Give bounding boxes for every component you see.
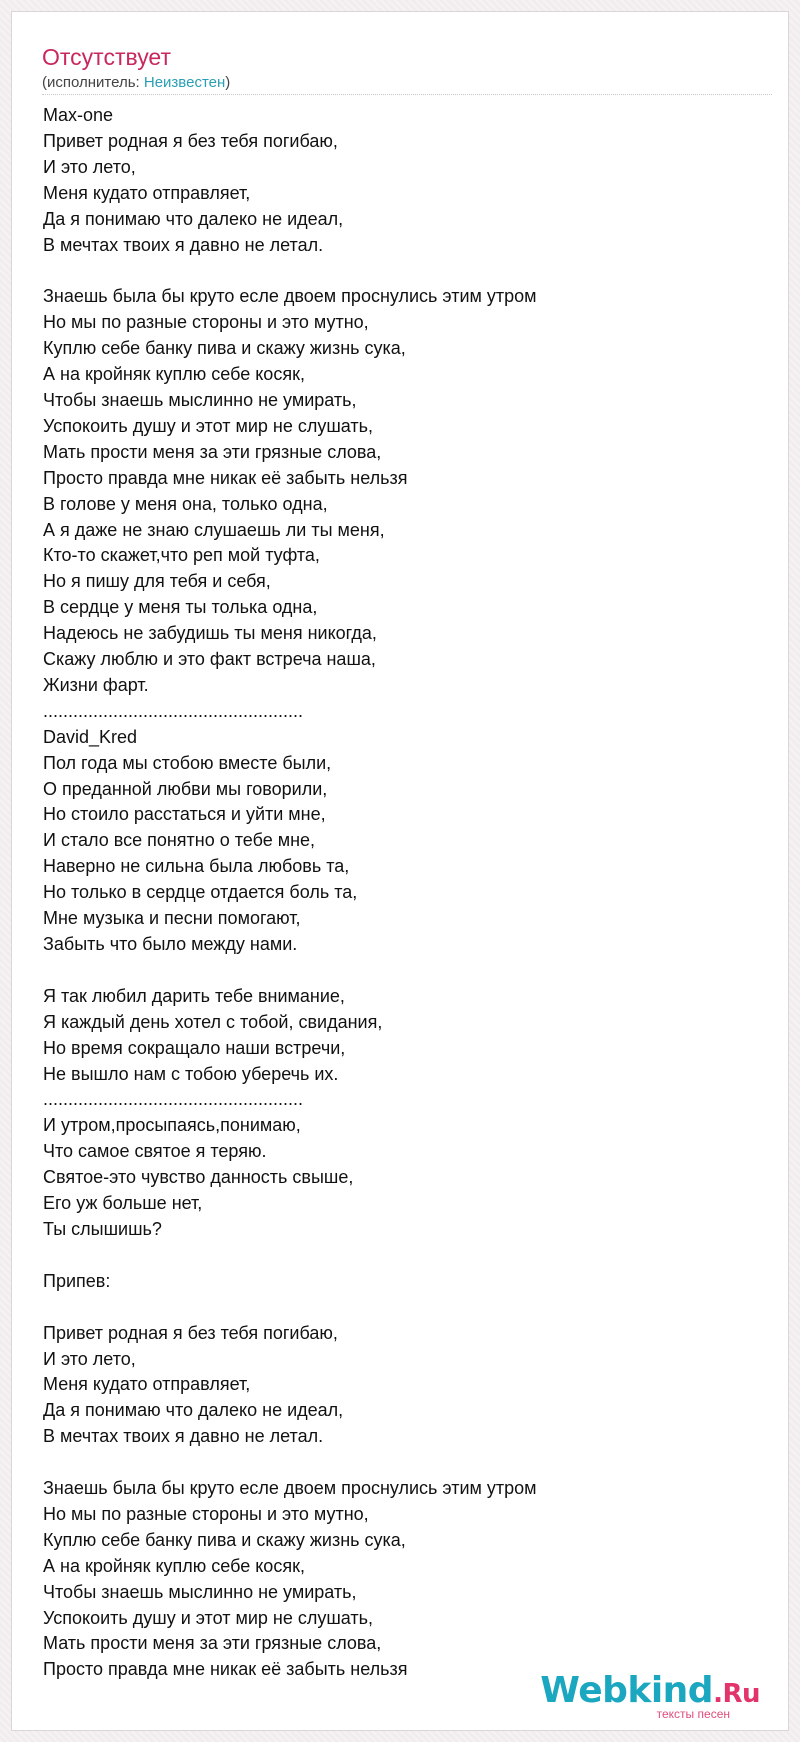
logo-name: Webkind — [540, 1670, 714, 1711]
performer-link[interactable]: Неизвестен — [143, 74, 226, 91]
title-divider — [42, 94, 772, 95]
site-logo[interactable] — [540, 1672, 760, 1720]
performer-close: ) — [225, 74, 231, 91]
lyrics-card — [11, 11, 789, 1731]
song-title: Отсутствует — [42, 44, 171, 70]
logo-suffix: .Ru — [713, 1679, 760, 1709]
logo-tagline: тексты песен — [656, 1707, 730, 1721]
lyrics-text: Max-one Привет родная я без тебя погибаю, И это лето, Меня кудато отправляет, Да я понимаю что далеко не идеал, В мечтах твоих я давно не летал. Знаешь была бы круто есле двоем проснулись этим утром Но мы по разные стороны и это мутно, Куплю себе банку пива и скажу жизнь сука, А на кройняк куплю себе косяк, Чтобы знаешь мыслинно не умирать, Успокоить душу и этот мир не слушать, Мать прости меня за эти грязные слова, Просто правда мне никак её забыть нельзя В голове у меня она, только одна, А я даже не знаю слушаешь ли ты меня, Кто-то скажет,что реп мой туфта, Но я пишу для тебя и себя, В сердце у меня ты толька одна, Надеюсь не забудишь ты меня никогда, Скажу люблю и это факт встреча наша, Жизни фарт. .................................................... David_Kred Пол года мы стобою вместе были, О преданной любви мы говорили, Но стоило расстаться и уйти мне, И стало все понятно о тебе мне, Наверно не сильна была любовь та, Но только в сердце отдается боль та, Мне музыка и песни помогают, Забыть что было между нами. Я так любил дарить тебе внимание, Я каждый день хотел с тобой, свидания, Но время сокращало наши встречи, Не вышло нам с тобою уберечь их. .................................................... И утром,просыпаясь,понимаю, Что самое святое я теряю. Святое-это чувство данность свыше, Его уж больше нет, Ты слышишь? Припев: Привет родная я без тебя погибаю, И это лето, Меня кудато отправляет, Да я понимаю что далеко не идеал, В мечтах твоих я давно не летал. Знаешь была бы круто есле двоем проснулись этим утром Но мы по разные стороны и это мутно, Куплю себе банку пива и скажу жизнь сука, А на кройняк куплю себе косяк, Чтобы знаешь мыслинно не умирать, Успокоить душу и этот мир не слушать, Мать прости меня за эти грязные слова, Просто правда мне никак её забыть нельзя — [43, 105, 537, 1680]
performer-label: (исполнитель: — [42, 74, 144, 91]
performer-line — [42, 74, 230, 92]
